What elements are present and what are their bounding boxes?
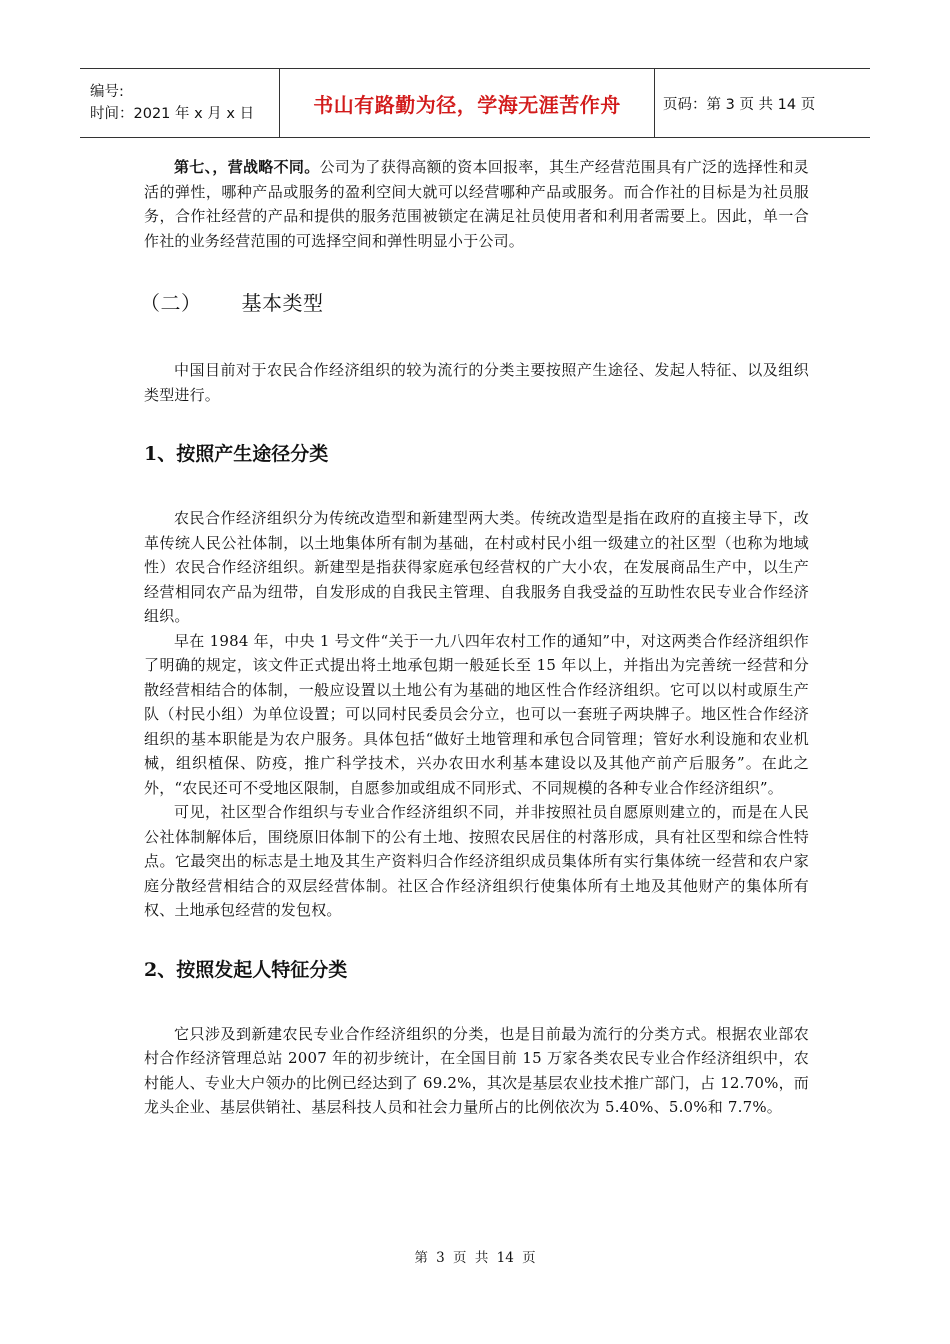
section-heading-basic-types [140,287,809,316]
paragraph-strategy-text: 公司为了获得高额的资本回报率，其生产经营范围具有广泛的选择性和灵活的弹性，哪种产品或服务的盈利空间大就可以经营哪种产品或服务。而合作社的目标是为社员服务，合作社经营的产品和提供的服务范围被锁定在满足社员使用者和利用者需要上。因此，单一合作社的业务经营范围的可选择空间和弹性明显小于公司。 [144,158,809,250]
paragraph-community-type: 可见，社区型合作组织与专业合作经济组织不同，并非按照社员自愿原则建立的，而是在人民公社体制解体后，围绕原旧体制下的公有土地、按照农民居住的村落形成，具有社区型和综合性特点。它最突出的标志是土地及其生产资料归合作经济组织成员集体所有实行集体统一经营和农户家庭分散经营相结合的双层经营体制。社区合作经济组织行使集体所有土地及其他财产的集体所有权、土地承包经营的发包权。 [144,803,809,919]
section-number: （二） [140,291,202,315]
header-meta [80,69,280,137]
paragraph-origin-types: 农民合作经济组织分为传统改造型和新建型两大类。传统改造型是指在政府的直接主导下，改革传统人民公社体制，以土地集体所有制为基础，在村或村民小组一级建立的社区型（也称为地域性）农民合作经济组织。新建型是指获得家庭承包经营权的广大小农，在发展商品生产中，以生产经营相同农产品为纽带，自发形成的自我民主管理、自我服务自我受益的互助性农民专业合作经济组织。 [144,509,809,625]
paragraph-founder-statistics: 它只涉及到新建农民专业合作经济组织的分类，也是目前最为流行的分类方式。根据农业部农村合作经济管理总站 2007 年的初步统计，在全国目前 15 万家各类农民专业合作经济组织中，农村能人、专业大户领办的比例已经达到了 69.2%，其次是基层农业技术推广部门，占 12.70%，而龙头企业、基层供销社、基层科技人员和社会力量所占的比例依次为 5.40%、5.0%和 7.7%。 [144,1024,809,1116]
page-code-text: 页码：第 3 页 共 14 页 [663,96,816,113]
document-body [140,155,809,1120]
paragraph-classification-intro: 中国目前对于农民合作经济组织的较为流行的分类主要按照产生途径、发起人特征、以及组织类型进行。 [144,361,809,404]
subsection-heading-by-origin: 1、按照产生途径分类 [144,443,329,465]
paragraph-strategy [144,155,809,253]
header-table [80,68,870,138]
header-page-code [655,69,870,137]
time-label: 时间：2021 年 x 月 x 日 [90,106,255,122]
section-title: 基本类型 [241,291,324,315]
subsection-heading-by-founder: 2、按照发起人特征分类 [144,958,348,981]
paragraph-1984-document: 早在 1984 年，中央 1 号文件“关于一九八四年农村工作的通知”中，对这两类合作经济组织作了明确的规定，该文件正式提出将土地承包期一般延长至 15 年以上，并指出为完善统一经营和分散经营相结合的体制，一般应设置以土地公有为基础的地区性合作经济组织。它可以以村或原生产队（村民小组）为单位设置；可以同村民委员会分立，也可以一套班子两块牌子。地区性合作经济组织的基本职能是为农户服务。具体包括“做好土地管理和承包合同管理；管好水利设施和农业机械，组织植保、防疫，推广科学技术，兴办农田水利基本建设以及其他产前产后服务”。在此之外，“农民还可不受地区限制，自愿参加或组成不同形式、不同规模的各种专业合作经济组织”。 [144,631,809,797]
motto-text: 书山有路勤为径，学海无涯苦作舟 [313,92,621,117]
paragraph-strategy-lead: 第七、，营战略不同。 [174,158,320,176]
number-label: 编号: [90,84,124,100]
header-motto-cell [280,69,655,137]
page-footer: 第 3 页 共 14 页 [414,1250,536,1266]
